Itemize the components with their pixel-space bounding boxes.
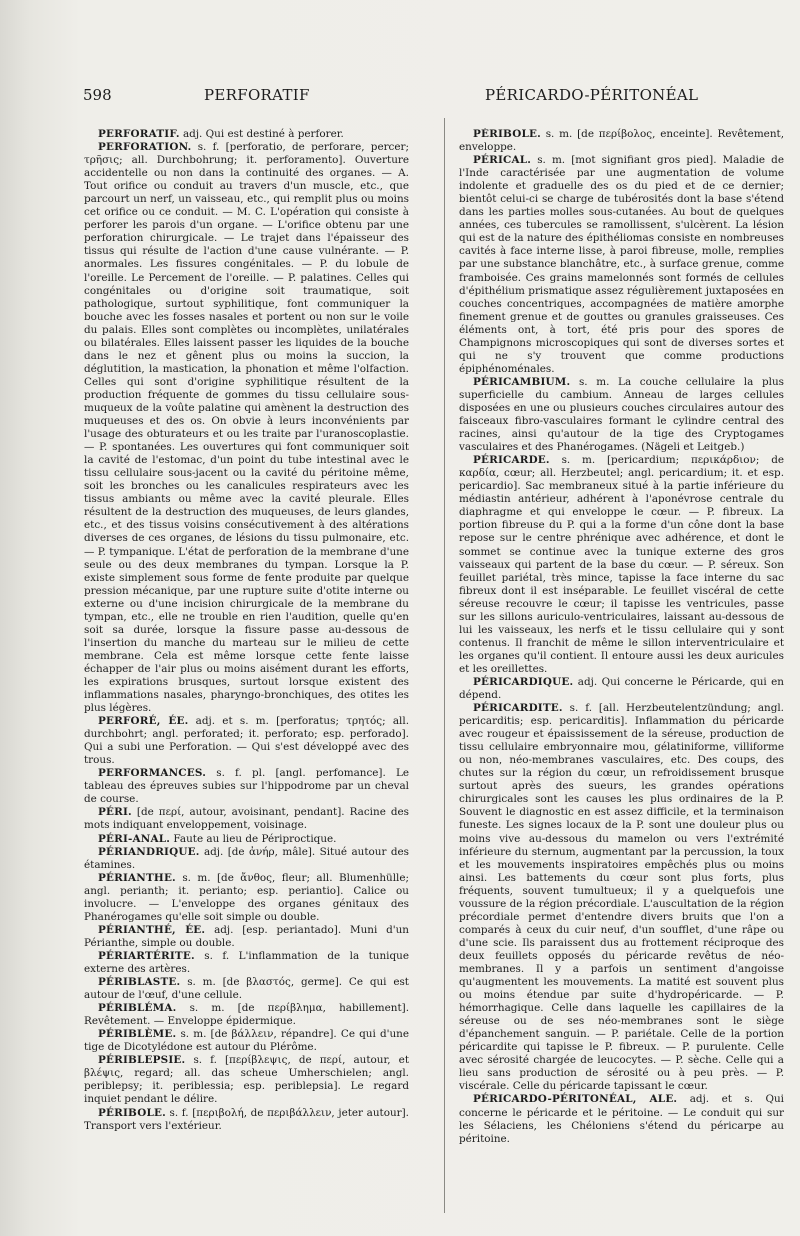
entry-headword: PÉRICARDITE. bbox=[473, 702, 563, 715]
dictionary-entry bbox=[84, 1028, 409, 1054]
column-divider bbox=[444, 118, 445, 1213]
entry-definition: Faute au lieu de Périproctique. bbox=[173, 832, 337, 845]
entry-definition: s. m. La couche cellulaire la plus superficielle du cambium. Anneau de larges cellules disposées en une ou plusieurs couches circulaires autour des faisceaux fibro-vasculaires formant le cylindre central des racines, ainsi qu'autour de la tige des Cryptogames vasculaires et des Phanérogames. (Nägeli et Leitgeb.) bbox=[459, 375, 784, 454]
entry-definition: s. f. [perforatio, de perforare, percer; τρῆσις; all. Durchbohrung; it. perforamento]. Ouverture accidentelle ou non dans la continuité des organes. — A. Tout orifice ou conduit au travers d'un muscle, etc., que parcourt un nerf, un vaisseau, etc., qui remplit plus ou moins cet orifice ou ce conduit. — M. C. L'opération qui consiste à perforer les parois d'un organe. — L'orifice obtenu par une perforation chirurgicale. — Le trajet dans l'épaisseur des tissus qui résulte de l'action d'une cause vulnérante. — P. anormales. Les fissures congénitales. — P. du lobule de l'oreille. Le Percement de l'oreille. — P. palatines. Celles qui congénitales ou d'origine soit traumatique, soit pathologique, surtout syphilitique, font communiquer la bouche avec les fosses nasales et portent ou non sur le voile du palais. Elles sont complètes ou incomplètes, unilatérales ou bilatérales. Elles laissent passer les liquides de la bouche dans le nez et gênent plus ou moins la succion, la déglutition, la mastication, la phonation et même l'olfaction. Celles qui sont d'origine syphilitique résultent de la production fréquente de gommes du tissu cellulaire sous-muqueux de la voûte palatine qui amènent la destruction des muqueuses et des os. On obvie à leurs inconvénients par l'usage des obturateurs et ou les traite par l'uranoscoplastie. — P. spontanées. Les ouvertures qui font communiquer soit la cavité de l'estomac, d'un point du tube intestinal avec le tissu cellulaire sous-jacent ou la cavité du péritoine même, soit les bronches ou les canalicules respirateurs avec les tissus ambiants ou même avec la cavité pleurale. Elles résultent de la destruction des muqueuses, de leurs glandes, etc., et des tissus voisins consécutivement à des altérations diverses de ces organes, de lésions du tissu pulmonaire, etc. — P. tympanique. L'état de perforation de la membrane d'une seule ou des deux membranes du tympan. Lorsque la P. existe simplement sous forme de fente produite par quelque pression mécanique, par une rupture suite d'otite interne ou externe ou d'une incision chirurgicale de la membrane du tympan, etc., elle ne trouble en rien l'audition, quelle qu'en soit sa durée, lorsque la fissure passe au-dessous de l'insertion du manche du marteau sur le milieu de cette membrane. Cela est même lorsque cette fente laisse échapper de l'air plus ou moins aisément durant les efforts, les expirations brusques, surtout lorsque existent des inflammations nasales, pharyngo-bronchiques, des otites les plus légères. bbox=[84, 141, 409, 715]
dictionary-entry bbox=[84, 715, 409, 767]
entry-definition: s. f. [περίβλεψις, de περί, autour, et βλέψις, regard; all. das scheue Umherschielen; angl. periblepsy; it. periblessia; esp. periblepsia]. Le regard inquiet pendant le délire. bbox=[84, 1054, 409, 1106]
entry-definition: s. m. [de περίβολος, enceinte]. Revêtement, enveloppe. bbox=[459, 128, 784, 154]
entry-headword: PÉRIBLÉMA. bbox=[98, 1002, 177, 1015]
entry-headword: PÉRIBLÈME. bbox=[98, 1028, 177, 1041]
dictionary-entry bbox=[84, 950, 409, 976]
dictionary-entry bbox=[459, 1093, 784, 1145]
entry-headword: PERFORATION. bbox=[98, 141, 192, 154]
entry-headword: PÉRICARDIQUE. bbox=[473, 675, 574, 688]
entry-definition: [de περί, autour, avoisinant, pendant]. Racine des mots indiquant enveloppement, voisinage. bbox=[84, 806, 409, 832]
entry-headword: PÉRICARDE. bbox=[473, 454, 550, 467]
dictionary-entry bbox=[84, 976, 409, 1002]
entry-headword: PÉRIANTHE. bbox=[98, 871, 176, 884]
dictionary-entry bbox=[84, 1002, 409, 1028]
entry-definition: adj. et s. m. [perforatus; τρητός; all. durchbohrt; angl. perforated; it. perforato; esp. perforado]. Qui a subi une Perforation. — Qui s'est développé avec des trous. bbox=[84, 715, 409, 767]
entry-headword: PÉRICARDO-PÉRITONÉAL, ALE. bbox=[473, 1093, 678, 1106]
entry-definition: s. m. [de περίβλημα, habillement]. Revêtement. — Enveloppe épidermique. bbox=[84, 1002, 409, 1028]
entry-definition: s. m. [de ἄνθος, fleur; all. Blumenhülle; angl. perianth; it. perianto; esp. periantio]. Calice ou involucre. — L'enveloppe des organes génitaux des Phanérogames qu'elle soit simple ou double. bbox=[84, 871, 409, 923]
entry-headword: PERFORMANCES. bbox=[98, 767, 207, 780]
entry-definition: s. f. [περιβολή, de περιβάλλειν, jeter autour]. Transport vers l'extérieur. bbox=[84, 1106, 409, 1132]
page-header bbox=[0, 86, 800, 110]
entry-headword: PÉRIANTHÉ, ÉE. bbox=[98, 923, 206, 936]
dictionary-entry bbox=[84, 141, 409, 715]
entry-definition: adj. Qui est destiné à perforer. bbox=[182, 128, 344, 140]
right-column bbox=[459, 128, 784, 1213]
dictionary-entry bbox=[459, 128, 784, 154]
dictionary-entry bbox=[84, 924, 409, 950]
dictionary-entry bbox=[459, 454, 784, 676]
entry-definition: s. m. [pericardium; περικάρδιον; de καρδία, cœur; all. Herzbeutel; angl. pericardium; it. et esp. pericardio]. Sac membraneux situé à la partie inférieure du médiastin antérieur, adhérent à l'aponévrose centrale du diaphragme et qui enveloppe le cœur. — P. fibreux. La portion fibreuse du P. qui a la forme d'un cône dont la base repose sur le centre phrénique avec adhérence, et dont le sommet se continue avec la tunique externe des gros vaisseaux qui partent de la base du cœur. — P. séreux. Son feuillet pariétal, très mince, tapisse la face interne du sac fibreux dont il est inséparable. Le feuillet viscéral de cette séreuse recouvre le cœur; il tapisse les ventricules, passe sur les sillons auriculo-ventriculaires, laissant au-dessous de lui les vaisseaux, les nerfs et le tissu cellulaire qui y sont contenus. Il franchit de même le sillon interventriculaire et les organes qu'il contient. Il entoure aussi les deux auricules et les oreillettes. bbox=[459, 454, 784, 675]
entry-definition: adj. et s. Qui concerne le péricarde et le péritoine. — Le conduit qui sur les Sélaciens, les Chéloniens s'étend du péricarpe au péritoine. bbox=[459, 1093, 784, 1145]
dictionary-entry bbox=[459, 376, 784, 454]
dictionary-entry bbox=[84, 846, 409, 872]
dictionary-entry bbox=[84, 806, 409, 832]
dictionary-entry bbox=[84, 128, 409, 141]
page-number: 598 bbox=[83, 86, 112, 104]
entry-definition: s. m. [de βάλλειν, répandre]. Ce qui d'une tige de Dicotylédone est autour du Plérôme. bbox=[84, 1028, 409, 1054]
running-head-right: PÉRICARDO-PÉRITONÉAL bbox=[485, 86, 699, 104]
dictionary-entry bbox=[84, 833, 409, 846]
left-column bbox=[84, 128, 409, 1213]
entry-definition: s. f. L'inflammation de la tunique externe des artères. bbox=[84, 949, 409, 975]
entry-headword: PÉRI-ANAL. bbox=[98, 832, 171, 845]
dictionary-entry bbox=[84, 1107, 409, 1133]
entry-headword: PÉRIANDRIQUE. bbox=[98, 845, 200, 858]
running-head-left: PERFORATIF bbox=[204, 86, 310, 104]
entry-headword: PÉRIBLASTE. bbox=[98, 976, 181, 989]
entry-headword: PÉRIBOLE. bbox=[98, 1106, 166, 1119]
entry-headword: PÉRI. bbox=[98, 806, 132, 819]
entry-headword: PÉRIBOLE. bbox=[473, 128, 541, 140]
dictionary-entry bbox=[84, 872, 409, 924]
dictionary-entry bbox=[459, 702, 784, 1093]
entry-definition: s. m. [mot signifiant gros pied]. Maladie de l'Inde caractérisée par une augmentation de volume indolente et graduelle des os du pied et de ce dernier; bientôt celui-ci se charge de tubérosités dont la base s'étend dans les parties molles sous-cutanées. Au bout de quelques années, ces tubercules se ramollissent, s'ulcèrent. La lésion qui est de la nature des épithéliomas consiste en nombreuses cavités à face interne lisse, à paroi fibreuse, molle, remplies par une substance blanchâtre, etc., à surface grenue, comme framboisée. Ces grains mamelonnés sont formés de cellules d'épithélium prismatique assez régulièrement juxtaposées en couches concentriques, accompagnées de matière amorphe finement grenue et de gouttes ou granules graisseuses. Ces éléments ont, à tort, été pris pour des spores de Champignons microscopiques qui sont de diverses sortes et qui ne s'y trouvent que comme productions épiphénoménales. bbox=[459, 154, 784, 375]
entry-definition: s. f. [all. Herzbeutelentzündung; angl. pericarditis; esp. pericarditis]. Inflammation du péricarde avec rougeur et épaississement de la séreuse, production de tissu cellulaire embryonnaire mou, gélatiniforme, villiforme ou non, néo-membranes vasculaires, etc. Des coups, des chutes sur la région du cœur, un refroidissement brusque surtout après des sueurs, les grandes opérations chirurgicales sont les causes les plus ordinaires de la P. Souvent le diagnostic en est assez difficile, et la terminaison funeste. Les signes locaux de la P. sont une douleur plus ou moins vive au-dessous du mamelon ou vers l'extrémité inférieure du sternum, augmentant par la percussion, la toux et les mouvements inspiratoires empêchés plus ou moins ainsi. Les battements du cœur sont plus forts, plus fréquents, souvent tumultueux; il y a quelquefois une voussure de la région précordiale. L'auscultation de la région précordiale permet d'entendre divers bruits que l'on a comparés à ceux du cuir neuf, d'un soufflet, d'une râpe ou d'une scie. Ils paraissent dus au frottement réciproque des deux feuillets opposés du péricarde revêtus de néo-membranes. Il y a parfois un sentiment d'angoisse qu'augmentent les mouvements. La matité est souvent plus ou moins étendue par suite d'hydropéricarde. — P. hémorrhagique. Celle dans laquelle les capillaires de la séreuse ou de ses néo-membranes sont le siège d'épanchement sanguin. — P. pariétale. Celle de la portion péricardite qui tapisse le P. fibreux. — P. purulente. Celle avec sérosité chargée de leucocytes. — P. sèche. Celle qui a lieu sans production de sérosité ou à peu près. — P. viscérale. Celle du péricarde tapissant le cœur. bbox=[459, 702, 784, 1093]
dictionary-entry bbox=[84, 767, 409, 806]
entry-headword: PERFORÉ, ÉE. bbox=[98, 715, 189, 728]
entry-definition: s. m. [de βλαστός, germe]. Ce qui est autour de l'œuf, d'une cellule. bbox=[84, 976, 409, 1002]
entry-definition: s. f. pl. [angl. perfomance]. Le tableau des épreuves subies sur l'hippodrome par un cheval de course. bbox=[84, 767, 409, 806]
entry-definition: adj. Qui concerne le Péricarde, qui en dépend. bbox=[459, 675, 784, 702]
entry-definition: adj. [esp. periantado]. Muni d'un Périanthe, simple ou double. bbox=[84, 923, 409, 949]
entry-headword: PERFORATIF. bbox=[98, 128, 180, 140]
entry-headword: PÉRIBLEPSIE. bbox=[98, 1054, 186, 1067]
entry-headword: PÉRICAMBIUM. bbox=[473, 375, 571, 388]
dictionary-entry bbox=[459, 154, 784, 376]
entry-headword: PÉRIARTÉRITE. bbox=[98, 949, 195, 962]
entry-definition: adj. [de ἀνήρ, mâle]. Situé autour des étamines. bbox=[84, 845, 409, 871]
dictionary-entry bbox=[84, 1054, 409, 1106]
dictionary-entry bbox=[459, 676, 784, 702]
entry-headword: PÉRICAL. bbox=[473, 154, 532, 167]
